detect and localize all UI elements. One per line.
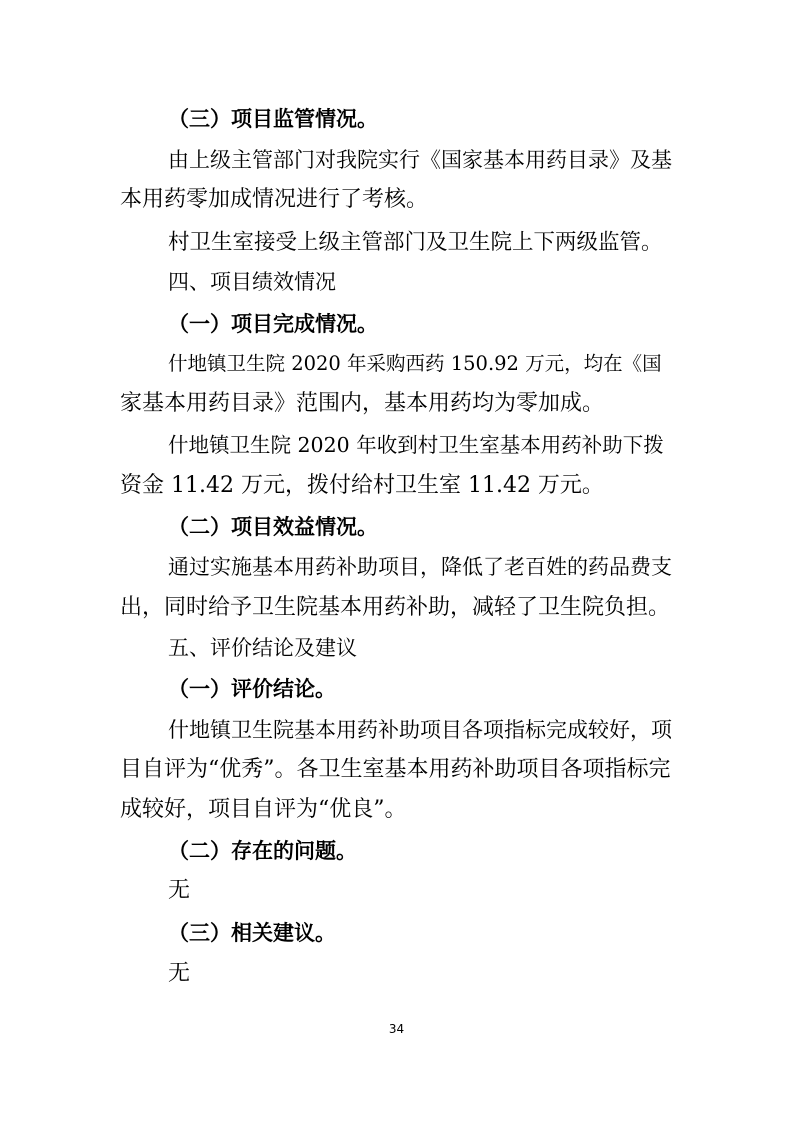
section-heading-conclusion-and-suggestions: 五、评价结论及建议	[168, 636, 357, 660]
completion-paragraph-1-line-2: 家基本用药目录》范围内，基本用药均为零加成。	[120, 391, 605, 416]
section-heading-completion: （一）项目完成情况。	[168, 312, 378, 336]
section-heading-benefit: （二）项目效益情况。	[168, 515, 378, 539]
conclusion-paragraph-line-1: 什地镇卫生院基本用药补助项目各项指标完成较好，项	[168, 718, 672, 742]
section-heading-supervision: （三）项目监管情况。	[168, 107, 378, 131]
section-heading-suggestions: （三）相关建议。	[168, 921, 336, 945]
suggestions-text: 无	[168, 961, 191, 986]
conclusion-paragraph-line-2: 目自评为“优秀”。各卫生室基本用药补助项目各项指标完	[120, 757, 671, 782]
supervision-paragraph-line-1: 由上级主管部门对我院实行《国家基本用药目录》及基	[168, 148, 672, 172]
supervision-paragraph-line-2: 本用药零加成情况进行了考核。	[120, 187, 429, 212]
benefit-paragraph-line-2: 出，同时给予卫生院基本用药补助，减轻了卫生院负担。	[120, 595, 671, 620]
completion-paragraph-2-line-1: 什地镇卫生院 2020 年收到村卫生室基本用药补助下拨	[168, 433, 664, 457]
completion-paragraph-1-line-1: 什地镇卫生院 2020 年采购西药 150.92 万元，均在《国	[168, 352, 662, 375]
section-heading-problems: （二）存在的问题。	[168, 839, 357, 863]
benefit-paragraph-line-1: 通过实施基本用药补助项目，降低了老百姓的药品费支	[168, 555, 672, 579]
page-number: 34	[388, 1022, 405, 1036]
problems-text: 无	[168, 878, 191, 903]
section-heading-evaluation-conclusion: （一）评价结论。	[168, 677, 336, 701]
completion-paragraph-2-line-2: 资金 11.42 万元，拨付给村卫生室 11.42 万元。	[120, 473, 604, 498]
conclusion-paragraph-line-3: 成较好，项目自评为“优良”。	[120, 797, 407, 822]
supervision-paragraph-2: 村卫生室接受上级主管部门及卫生院上下两级监管。	[168, 230, 663, 255]
section-heading-performance: 四、项目绩效情况	[168, 270, 336, 294]
